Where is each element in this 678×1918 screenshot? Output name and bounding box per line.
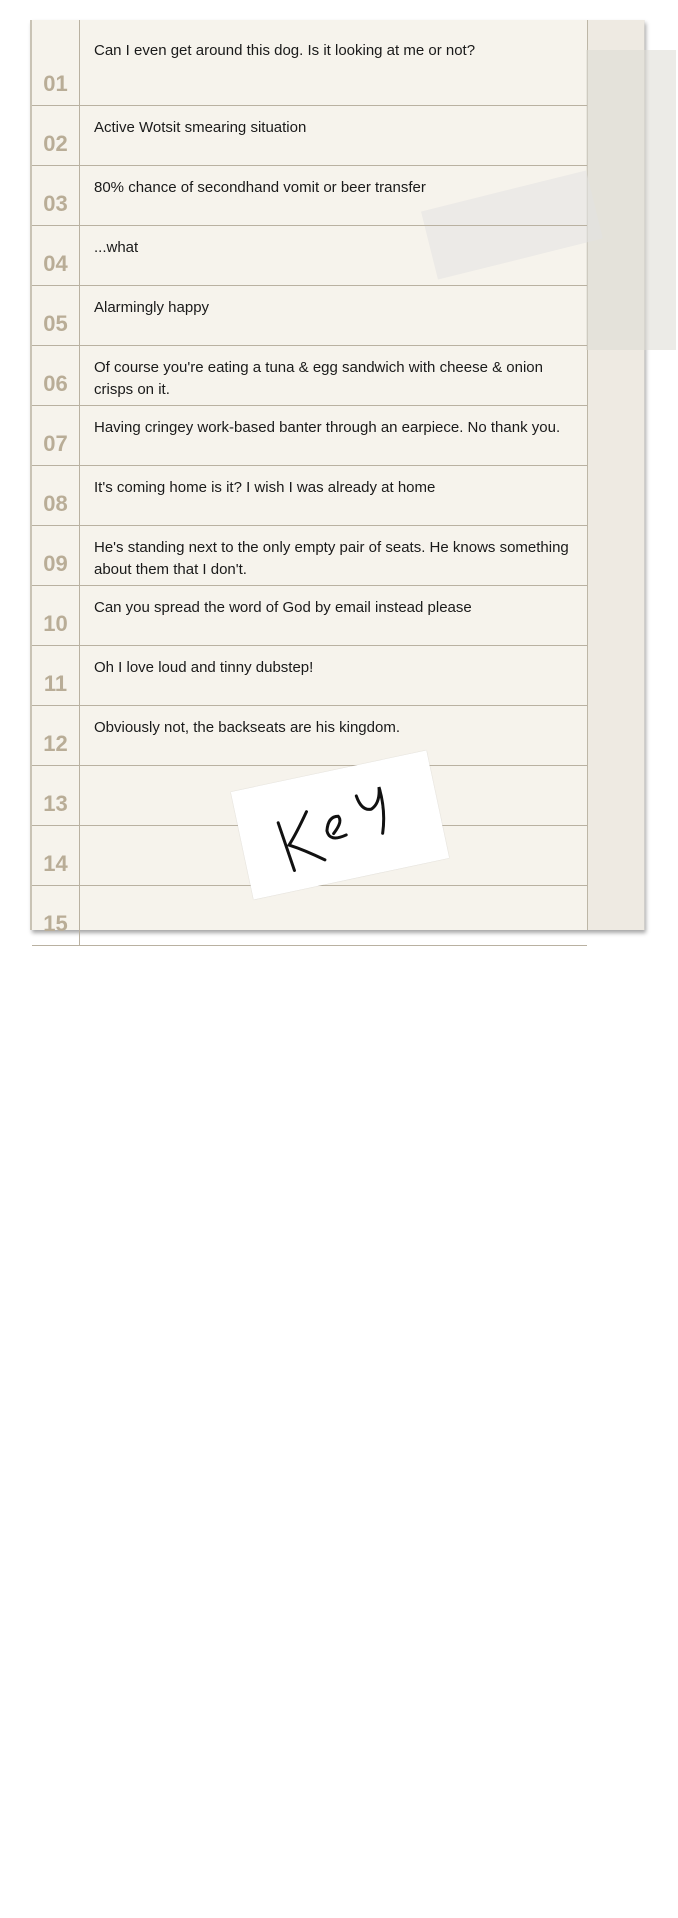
list-row xyxy=(32,585,587,646)
list-row xyxy=(32,285,587,346)
row-number: 11 xyxy=(32,645,80,705)
list-row xyxy=(32,705,587,766)
row-number: 15 xyxy=(32,885,80,945)
row-text xyxy=(80,885,587,945)
row-number: 13 xyxy=(32,765,80,825)
row-number: 06 xyxy=(32,345,80,405)
row-text: Alarmingly happy xyxy=(94,299,210,316)
row-number: 08 xyxy=(32,465,80,525)
list-row xyxy=(32,885,587,946)
list-row xyxy=(32,465,587,526)
row-text: It's coming home is it? I wish I was already at home xyxy=(94,479,436,496)
row-text: Obviously not, the backseats are his kingdom. xyxy=(94,719,400,736)
row-text: He's standing next to the only empty pair of seats. He knows something about them that I don't. xyxy=(94,539,569,578)
row-number: 05 xyxy=(32,285,80,345)
row-text: Of course you're eating a tuna & egg sandwich with cheese & onion crisps on it. xyxy=(94,359,543,398)
row-text: Having cringey work-based banter through an earpiece. No thank you. xyxy=(94,419,561,436)
tape-strip xyxy=(586,50,676,350)
list-row xyxy=(32,225,587,286)
row-number: 01 xyxy=(32,20,80,105)
list-row xyxy=(32,105,587,166)
row-number: 04 xyxy=(32,225,80,285)
row-text: 80% chance of secondhand vomit or beer transfer xyxy=(94,179,426,196)
list-row xyxy=(32,525,587,586)
row-number: 14 xyxy=(32,825,80,885)
row-number: 10 xyxy=(32,585,80,645)
row-text: Can you spread the word of God by email instead please xyxy=(94,599,472,616)
list-row xyxy=(32,405,587,466)
row-number: 07 xyxy=(32,405,80,465)
row-text: Oh I love loud and tinny dubstep! xyxy=(94,659,314,676)
row-text: ...what xyxy=(94,239,139,256)
row-text: Active Wotsit smearing situation xyxy=(94,119,307,136)
list-row xyxy=(32,645,587,706)
list-row xyxy=(32,165,587,226)
row-number: 03 xyxy=(32,165,80,225)
row-text: Can I even get around this dog. Is it looking at me or not? xyxy=(94,42,476,59)
list-row xyxy=(32,20,587,106)
row-number: 02 xyxy=(32,105,80,165)
row-number: 09 xyxy=(32,525,80,585)
row-number: 12 xyxy=(32,705,80,765)
list-row xyxy=(32,345,587,406)
